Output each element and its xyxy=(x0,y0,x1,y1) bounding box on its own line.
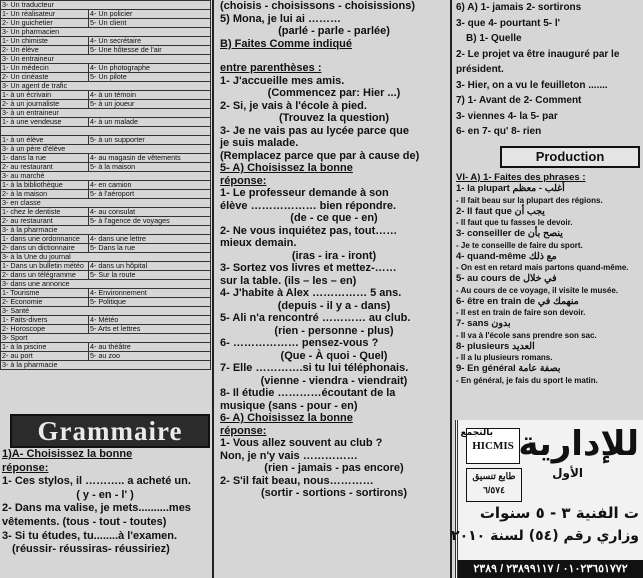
grammar-exercise xyxy=(2,448,208,557)
exercise-title: B) Faites Comme indiqué xyxy=(220,37,353,50)
production-line: 8- plusieurs العديد xyxy=(456,340,535,352)
table-cell: 2- Economie xyxy=(1,298,89,307)
production-line: - Il faut que tu fasses le devoir. xyxy=(456,218,573,227)
production-line: - On est en retard mais partons quand-même. xyxy=(456,263,629,272)
grammaire-heading: Grammaire xyxy=(10,414,210,448)
answer-line: 2- Le projet va être inauguré par le xyxy=(456,48,620,60)
table-cell: 1- Un médecin xyxy=(1,64,89,73)
table-cell: 2- au port xyxy=(1,352,89,361)
table-cell: 3- Un traducteur xyxy=(1,1,211,10)
table-cell: 4- Un secrétaire xyxy=(89,37,211,46)
production-line: 4- quand-même مع ذلك xyxy=(456,250,557,262)
exercise-line: (Remplacez parce que par à cause de) xyxy=(220,149,420,162)
table-cell: 5- à l'agence de voyages xyxy=(89,217,211,226)
exercise-title: 6- A) Choisissez la bonne xyxy=(220,412,353,424)
vocab-answer-table xyxy=(0,0,211,370)
hicmis-logo: HICMIS xyxy=(466,428,520,464)
answer-line: président. xyxy=(456,64,504,75)
production-heading: Production xyxy=(500,146,640,168)
exercise-line: 2- Ne vous inquiétez pas, tout…… xyxy=(220,224,398,237)
production-line: - Il va à l'école sans prendre son sac. xyxy=(456,330,597,340)
answer-line: 3- Hier, on a vu le feuilleton ....... xyxy=(456,79,608,91)
exercise-line: (rien - personne - plus) xyxy=(274,324,394,337)
table-cell: 2- Un guichetier xyxy=(1,19,89,28)
table-cell: 3- dans une annonce xyxy=(1,280,211,289)
table-cell: 4- à un témoin xyxy=(89,91,211,100)
exercise-line: 3- Je ne vais pas au lycée parce que xyxy=(220,124,409,137)
table-cell: 3- à la pharmacie xyxy=(1,361,211,370)
exercise-line: (de - ce que - en) xyxy=(290,212,378,224)
exercise-line: 1- Vous allez souvent au club ? xyxy=(220,437,383,449)
production-line: 6- être en train de منهمك في xyxy=(456,295,579,307)
exercise-line: (iras - ira - iront) xyxy=(291,249,377,262)
table-cell: 1- chez le dentiste xyxy=(1,208,89,217)
table-cell: 1- Dans un bulletin météo xyxy=(1,262,89,271)
table-cell: 1- Tourisme xyxy=(1,289,89,298)
table-cell: 2- à la maison xyxy=(1,190,89,199)
exercise-line: 5) Mona, je lui ai ……… xyxy=(220,12,342,25)
ad-subtitle-arabic: بالتجمع xyxy=(460,428,493,438)
exercise-line: ( y - en - l' ) xyxy=(76,488,134,501)
exercise-title-2: réponse: xyxy=(2,461,49,474)
table-cell: 3- Santé xyxy=(1,307,211,316)
exercise-line: (Trouvez la question) xyxy=(278,112,389,124)
table-cell: 4- en camion xyxy=(89,181,211,190)
exercise-line: (Commencez par: Hier ...) xyxy=(267,87,401,99)
production-line: - Il est en train de faire son devoir. xyxy=(456,308,586,317)
exercise-line xyxy=(220,50,448,62)
table-cell: 3- à la Une du journal xyxy=(1,253,211,262)
middle-exercises xyxy=(220,0,448,500)
table-cell: 1- Faits-divers xyxy=(1,316,89,325)
table-cell: 4- dans une lettre xyxy=(89,235,211,244)
table-cell: 5- à l'aéroport xyxy=(89,190,211,199)
table-cell: 5- Une hôtesse de l'air xyxy=(89,46,211,55)
table-cell: 4- à un malade xyxy=(89,118,211,127)
middle-column xyxy=(212,0,450,578)
table-cell: 5- à un supporter xyxy=(89,136,211,145)
table-cell: 5- Un pilote xyxy=(89,73,211,82)
exercise-line: sur la table. (ils – les – en) xyxy=(220,274,357,287)
exercise-line: 4- J'habite à Alex …………… 5 ans. xyxy=(220,287,402,299)
table-cell: 5- Sur la route xyxy=(89,271,211,280)
exercise-line: 6- ……………… pensez-vous ? xyxy=(220,337,379,349)
exercise-line: Non, je n'y vais …………… xyxy=(220,449,358,462)
table-cell: 4- Un photographe xyxy=(89,64,211,73)
table-cell: 2- Un cinéaste xyxy=(1,73,89,82)
answer-line: B) 1- Quelle xyxy=(466,33,522,44)
production-line: - En général, je fais du sport le matin. xyxy=(456,375,598,385)
table-cell: 3- en classe xyxy=(1,199,211,208)
table-cell: 1- Un chimiste xyxy=(1,37,89,46)
table-cell: 1- à la piscine xyxy=(1,343,89,352)
production-line: - Au cours de ce voyage, il visite le musée. xyxy=(456,285,618,295)
left-column xyxy=(0,0,210,578)
production-line: - Il a lu plusieurs romans. xyxy=(456,353,553,362)
table-cell: 5- à la maison xyxy=(89,163,211,172)
table-cell: 3- Un entraineur xyxy=(1,55,211,64)
answer-line: 6) A) 1- jamais 2- sortirons xyxy=(456,2,582,13)
table-cell: 5- Politique xyxy=(89,298,211,307)
production-line: 3- conseiller de ينصح بأن xyxy=(456,228,563,239)
production-line: 9- En général بصفة عامة xyxy=(456,363,561,374)
exercise-line: réponse: xyxy=(220,424,267,437)
ad-line1-arabic: ت الفنية ٣ - ٥ سنوات xyxy=(479,504,639,522)
table-cell: 3- au marché xyxy=(1,172,211,181)
ad-line2-arabic: وزاري رقم (٥٤) لسنة ٢٠١٠ xyxy=(451,528,639,544)
answer-line: 6- en 7- qu' 8- rien xyxy=(456,126,542,137)
production-line: - Il fait beau sur la plupart des régions. xyxy=(456,195,603,205)
exercise-line: 2- Si, je vais à l'école à pied. xyxy=(220,99,367,112)
table-cell: 5- Dans la rue xyxy=(89,244,211,253)
exercise-line: (rien - jamais - pas encore) xyxy=(264,462,404,474)
exercise-line: (réussir- réussiras- réussiriez) xyxy=(12,543,170,556)
table-cell: 3- à un entraineur xyxy=(1,109,211,118)
table-cell: 2- dans un dictionnaire xyxy=(1,244,89,253)
exercise-line: musique (sans - pour - en) xyxy=(220,399,358,412)
table-cell: 2- Horoscope xyxy=(1,325,89,334)
exercise-line: réponse: xyxy=(220,174,267,187)
production-line: 2- Il faut que يجب أن xyxy=(456,205,545,217)
table-cell: 2- à un journaliste xyxy=(1,100,89,109)
exercise-line: (vienne - viendra - viendrait) xyxy=(260,374,408,387)
table-cell: 4- Environnement xyxy=(89,289,211,298)
table-cell: 3- à un père d'élève xyxy=(1,145,211,154)
exercise-line: je suis malade. xyxy=(220,137,299,149)
exercise-line: 1- Le professeur demande à son xyxy=(220,187,389,199)
table-row xyxy=(1,298,211,307)
table-cell: 2- au restaurant xyxy=(1,163,89,172)
exercise-line: 3- Sortez vos livres et mettez-…… xyxy=(220,262,397,274)
ad-code-value: ٦/٥٧٤ xyxy=(483,485,505,495)
table-cell: 2- Un élève xyxy=(1,46,89,55)
table-cell: 5- Arts et lettres xyxy=(89,325,211,334)
production-line: - Je te conseille de faire du sport. xyxy=(456,240,583,250)
table-cell: 1- dans une ordonnance xyxy=(1,235,89,244)
table-cell: 4- au consulat xyxy=(89,208,211,217)
production-line: 1- la plupart أغلب - معظم xyxy=(456,183,565,194)
table-cell: 1- à une vendeuse xyxy=(1,118,89,127)
table-cell: 1- à la bibliothèque xyxy=(1,181,89,190)
exercise-line: 2- Dans ma valise, je mets..........mes xyxy=(2,502,191,515)
table-cell: 5- Un client xyxy=(89,19,211,28)
table-cell: 3- Un agent de trafic xyxy=(1,82,211,91)
table-cell: 5- à un joueur xyxy=(89,100,211,109)
table-cell: 5- au zoo xyxy=(89,352,211,361)
ad-code-label: طابع تنسيق xyxy=(472,471,516,481)
table-cell: 2- au restaurant xyxy=(1,217,89,226)
exercise-line: entre parenthèses : xyxy=(220,62,322,74)
table-cell: 3- Sport xyxy=(1,334,211,343)
ad-title-arabic: للإدارية xyxy=(518,424,639,464)
table-cell: 4- au théâtre xyxy=(89,343,211,352)
production-subheading: VI- A) 1- Faites des phrases : xyxy=(456,171,586,183)
exercise-title: 1)A- Choisissez la bonne xyxy=(2,448,133,460)
exercise-line: (parlé - parle - parlée) xyxy=(278,25,390,37)
exercise-line: élève ……………… bien répondre. xyxy=(220,199,397,212)
table-cell: 1- à un écrivain xyxy=(1,91,89,100)
table-cell: 2- dans un télégramme xyxy=(1,271,89,280)
table-cell: 1- à un élève xyxy=(1,136,89,145)
exercise-line: (Que - À quoi - Quel) xyxy=(280,349,388,362)
table-cell: 4- Météo xyxy=(89,316,211,325)
production-line: 5- au cours de في خلال xyxy=(456,273,557,284)
exercise-line: 7- Elle ………….si tu lui téléphonais. xyxy=(220,362,409,374)
table-cell: 1- dans la rue xyxy=(1,154,89,163)
exercise-line: (sortir - sortions - sortirons) xyxy=(260,487,408,499)
ad-subtitle2-arabic: الأول xyxy=(552,466,583,480)
table-row xyxy=(1,118,211,127)
table-row xyxy=(1,361,211,370)
exercise-line: 1- J'accueille mes amis. xyxy=(220,74,345,87)
exercise-title: 5- A) Choisissez la bonne xyxy=(220,162,353,174)
table-cell: 4- au magasin de vêtements xyxy=(89,154,211,163)
exercise-line: (choisis - choisissons - choisissions) xyxy=(220,0,415,12)
exercise-line: 1- Ces stylos, il ……….. a acheté un. xyxy=(2,475,191,488)
exercise-line: 2- S'il fait beau, nous………… xyxy=(220,474,374,487)
exercise-line: vêtements. (tous - tout - toutes) xyxy=(2,515,167,528)
answer-line: 3- que 4- pourtant 5- l' xyxy=(456,17,561,29)
table-row xyxy=(1,325,211,334)
advertisement xyxy=(451,420,643,578)
exercise-line: mieux demain. xyxy=(220,237,297,249)
answer-line: 3- viennes 4- la 5- par xyxy=(456,110,558,122)
table-cell: 1- Un réalisateur xyxy=(1,10,89,19)
exercise-line: 3- Si tu études, tu........à l'examen. xyxy=(2,529,177,542)
ad-code-box xyxy=(466,468,522,502)
answers-block xyxy=(456,0,640,386)
exercise-line: 5- Ali n'a rencontré ………… au club. xyxy=(220,312,411,324)
exercise-line: (depuis - il y a - dans) xyxy=(277,299,391,312)
table-cell: 3- Un pharmacien xyxy=(1,28,211,37)
table-cell: 4- dans un hôpital xyxy=(89,262,211,271)
answer-line: 7) 1- Avant de 2- Comment xyxy=(456,95,582,106)
table-cell: 4- Un policier xyxy=(89,10,211,19)
exercise-line: 8- Il étudie …………écoutant de la xyxy=(220,387,396,399)
table-cell: 3- à la pharmacie xyxy=(1,226,211,235)
production-line: 7- sans بدون xyxy=(456,318,511,329)
ad-phone-numbers: ٠١٠٢٣٦٥١٧٧٢ / ٢٣٨٩٩١١٧ / ٢٣٨٩ xyxy=(458,560,643,578)
